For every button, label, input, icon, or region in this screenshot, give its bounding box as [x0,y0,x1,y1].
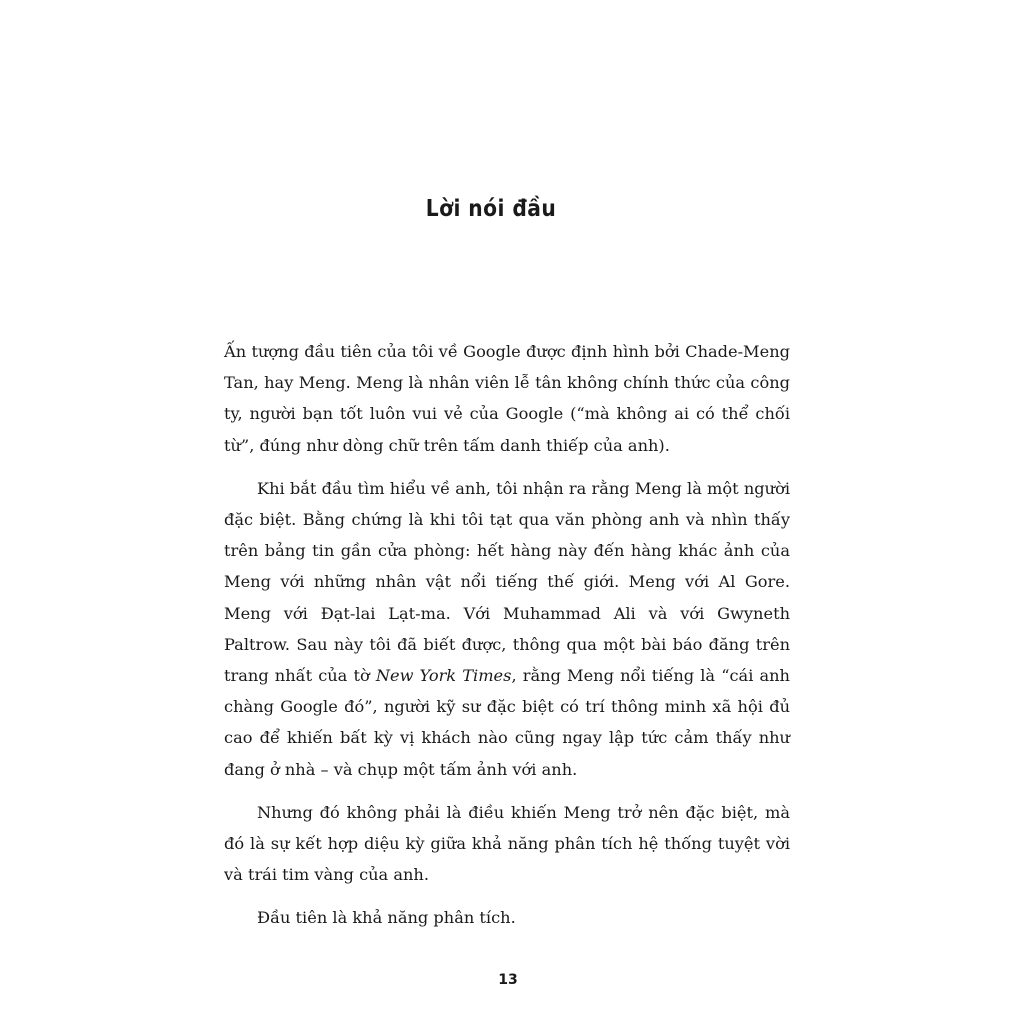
paragraph-1: Ấn tượng đầu tiên của tôi về Google được định hình bởi Chade-Meng Tan, hay Meng. Meng là nhân viên lễ tân không chính thức của công ty, người bạn tốt luôn vui vẻ của Google (“mà không ai có thể chối từ”, đúng như dòng chữ trên tấm danh thiếp của anh). [224,342,790,455]
chapter-title: Lời nói đầu [425,196,557,222]
paragraph-2-part-2: , rằng Meng nổi tiếng là “cái anh chàng Google đó”, người kỹ sư đặc biệt có trí thông minh xã hội đủ cao để khiến bất kỳ vị khách nào cũng ngay lập tức cảm thấy như đang ở nhà – và chụp một tấm ảnh với anh. [224,666,790,779]
body-text [224,336,790,946]
newspaper-title: New York Times [375,666,512,686]
paragraph-2-part-1: Khi bắt đầu tìm hiểu về anh, tôi nhận ra rằng Meng là một người đặc biệt. Bằng chứng là khi tôi tạt qua văn phòng anh và nhìn thấy trên bảng tin gần cửa phòng: hết hàng này đến hàng khác ảnh của Meng với những nhân vật nổi tiếng thế giới. Meng với Al Gore. Meng với Đạt-lai Lạt-ma. Với Muhammad Ali và với Gwyneth Paltrow. Sau này tôi đã biết được, thông qua một bài báo đăng trên trang nhất của tờ [224,478,790,686]
paragraph-2 [224,473,790,785]
page-number: 13 [498,972,518,988]
paragraph-4: Đầu tiên là khả năng phân tích. [257,908,516,928]
paragraph-3: Nhưng đó không phải là điều khiến Meng trở nên đặc biệt, mà đó là sự kết hợp diệu kỳ giữa khả năng phân tích hệ thống tuyệt vời và trái tim vàng của anh. [224,802,790,885]
